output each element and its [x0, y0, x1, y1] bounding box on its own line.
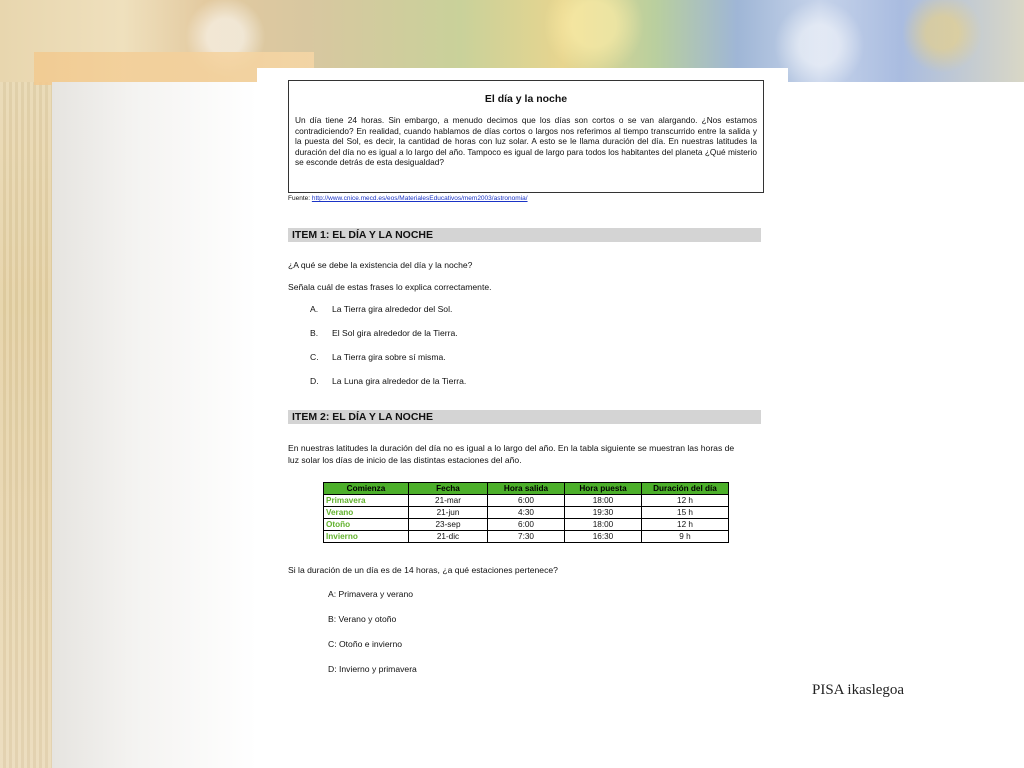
table-cell: 23-sep [409, 519, 488, 531]
table-row [324, 495, 729, 507]
table-cell: 12 h [642, 519, 729, 531]
source-label: Fuente: [288, 195, 311, 202]
item1-option-a[interactable] [310, 304, 764, 314]
item1-option-b[interactable] [310, 328, 764, 338]
footer-text: PISA ikaslegoa [812, 682, 905, 698]
intro-title: El día y la noche [484, 93, 568, 105]
table-cell: 21-dic [409, 531, 488, 543]
table-header: Fecha [409, 483, 488, 495]
item2-option-a[interactable]: A: Primavera y verano [328, 589, 414, 599]
table-cell: 4:30 [488, 507, 565, 519]
table-cell: 21-mar [409, 495, 488, 507]
item2-option-c[interactable]: C: Otoño e invierno [328, 639, 403, 649]
item2-option-b[interactable]: B: Verano y otoño [328, 614, 397, 624]
item1-header: ITEM 1: EL DÍA Y LA NOCHE [288, 228, 761, 242]
table-cell: 7:30 [488, 531, 565, 543]
item1-option-d[interactable] [310, 376, 764, 386]
source-link[interactable]: http://www.cnice.mecd.es/eos/MaterialesEducativos/mem2003/astronomia/ [311, 195, 528, 202]
option-text: El Sol gira alrededor de la Tierra. [332, 328, 458, 338]
item1-instruction: Señala cuál de estas frases lo explica correctamente. [288, 282, 492, 292]
table-header: Hora puesta [565, 483, 642, 495]
sunlight-table [323, 482, 729, 543]
background-left-strip [0, 0, 52, 768]
table-row [324, 519, 729, 531]
table-header: Comienza [324, 483, 409, 495]
table-cell: 12 h [642, 495, 729, 507]
table-cell: 21-jun [409, 507, 488, 519]
table-header-row [324, 483, 729, 495]
item2-header: ITEM 2: EL DÍA Y LA NOCHE [288, 410, 761, 424]
table-cell: 19:30 [565, 507, 642, 519]
item1-question: ¿A qué se debe la existencia del día y la noche? [288, 260, 473, 270]
table-cell: Verano [324, 507, 409, 519]
background-shade [52, 82, 257, 768]
table-cell: Primavera [324, 495, 409, 507]
option-letter: D. [310, 376, 319, 386]
item2-intro: En nuestras latitudes la duración del día no es igual a lo largo del año. En la tabla siguiente se muestran las horas de luz solar los días de inicio de las distintas estaciones del año. [288, 443, 735, 465]
option-text: La Tierra gira sobre sí misma. [332, 352, 446, 362]
item2-question: Si la duración de un día es de 14 horas, ¿a qué estaciones pertenece? [288, 565, 558, 575]
table-cell: 6:00 [488, 519, 565, 531]
table-cell: 18:00 [565, 495, 642, 507]
table-header: Hora salida [488, 483, 565, 495]
intro-box [288, 80, 764, 193]
table-header: Duración del día [642, 483, 729, 495]
document [288, 80, 764, 674]
intro-text: Un día tiene 24 horas. Sin embargo, a menudo decimos que los días son cortos o se van alargando. ¿Nos estamos contradiciendo? En realidad, cuando hablamos de días cortos o largos nos referimos al tiempo transcurrido entre la salida y la puesta del Sol, es decir, la cantidad de horas con luz solar. A esto se le llama duración del día. En nuestras latitudes la duración del día no es igual a lo largo del año. Tampoco es igual de largo para todos los habitantes del planeta ¿Qué misterio se esconde detrás de esta desigualdad? [295, 115, 757, 168]
option-letter: B. [310, 328, 319, 338]
table-cell: 15 h [642, 507, 729, 519]
source-line [288, 195, 764, 202]
option-text: La Tierra gira alrededor del Sol. [332, 304, 453, 314]
table-row [324, 507, 729, 519]
option-letter: C. [310, 352, 319, 362]
item1-option-c[interactable] [310, 352, 764, 362]
table-cell: 9 h [642, 531, 729, 543]
table-row [324, 531, 729, 543]
table-cell: Otoño [324, 519, 409, 531]
table-cell: 16:30 [565, 531, 642, 543]
table-cell: Invierno [324, 531, 409, 543]
option-letter: A. [310, 304, 319, 314]
option-text: La Luna gira alrededor de la Tierra. [332, 376, 467, 386]
table-cell: 18:00 [565, 519, 642, 531]
table-cell: 6:00 [488, 495, 565, 507]
item2-option-d[interactable]: D: Invierno y primavera [328, 664, 417, 674]
